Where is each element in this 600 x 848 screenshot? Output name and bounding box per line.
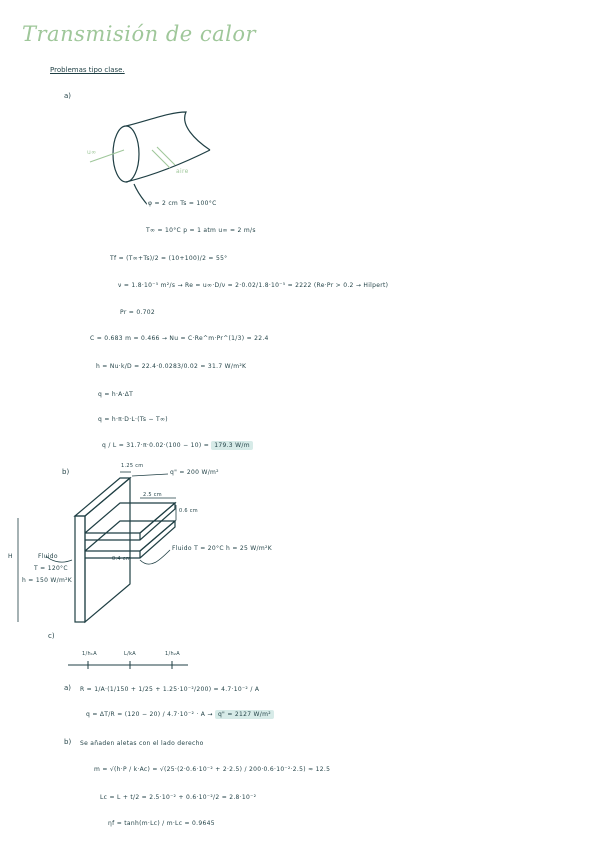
fluid-left-h: h = 150 W/m²K (22, 577, 73, 584)
gap-label: 0.4 cm (112, 556, 131, 562)
airflow-arrows (90, 147, 175, 168)
resistance-1: 1/h₁A (82, 651, 97, 657)
flux-label: q" = 200 W/m² (170, 469, 219, 476)
line-q-prefix: q = ΔT/R = (120 − 20) / 4.7·10⁻² · A → (86, 711, 213, 718)
problem-c-label: c) (48, 632, 55, 640)
eq-c: C = 0.683 m = 0.466 → Nu = C·Re^m·Pr^(1/3) = 22.4 (90, 335, 269, 342)
eq-q3-result: 179.3 W/m (211, 441, 253, 450)
eq-q3 (102, 442, 253, 449)
fluid-left-temp: T = 120°C (34, 565, 68, 572)
given-2: T∞ = 10°C p = 1 atm u∞ = 2 m/s (146, 227, 256, 234)
problem-b-label: b) (62, 468, 70, 476)
resistance-diagram (68, 661, 188, 669)
height-label: H (8, 553, 13, 560)
line-q-result: q" = 2127 W/m² (215, 710, 274, 719)
line-eta: ηf = tanh(m·Lc) / m·Lc = 0.9645 (108, 820, 215, 827)
line-m: m = √(h·P / k·Ac) = √(25·(2·0.6·10⁻² + 2·2.5) / 200·0.6·10⁻²·2.5) ≈ 12.5 (94, 766, 331, 773)
line-q (86, 711, 274, 718)
width-label: 2.5 cm (143, 492, 162, 498)
given-1: φ = 2 cm Ts = 100°C (148, 200, 217, 207)
eq-h: h = Nu·k/D = 22.4·0.0283/0.02 = 31.7 W/m²K (96, 363, 247, 370)
page-title: Transmisión de calor (22, 22, 257, 46)
eq-tf: Tf = (T∞+Ts)/2 = (10+100)/2 = 55° (110, 255, 228, 262)
fluid-right-label: Fluido T = 20°C h = 25 W/m²K (172, 545, 272, 552)
thickness-label: 1.25 cm (121, 463, 144, 469)
section-heading: Problemas tipo clase. (50, 66, 125, 74)
line-b-label: b) (64, 738, 72, 746)
line-b: Se añaden aletas con el lado derecho (80, 740, 204, 747)
line-a: R = 1/A·(1/150 + 1/25 + 1.25·10⁻²/200) = 4.7·10⁻² / A (80, 686, 260, 693)
resistance-2: L/kA (124, 651, 136, 657)
eq-q3-prefix: q / L = 31.7·π·0.02·(100 − 10) = (102, 442, 210, 449)
air-label: aire (176, 168, 189, 175)
eq-pr: Pr = 0.702 (120, 309, 155, 316)
flow-label: u∞ (87, 149, 97, 156)
depth-label: 0.6 cm (179, 508, 198, 514)
problem-a-label: a) (64, 92, 72, 100)
eq-re: ν = 1.8·10⁻⁵ m²/s → Re = u∞·D/ν = 2·0.02/1.8·10⁻⁵ = 2222 (Re·Pr > 0.2 → Hilpert) (118, 282, 389, 289)
plate-figure (75, 478, 175, 622)
eq-q2: q = h·π·D·L·(Ts − T∞) (98, 416, 168, 423)
fluid-left-label: Fluido (38, 553, 58, 560)
line-a-label: a) (64, 684, 72, 692)
resistance-3: 1/h₂A (165, 651, 180, 657)
eq-q1: q = h·A·ΔT (98, 391, 134, 398)
cylinder-figure (113, 112, 210, 204)
line-lc: Lc = L + t/2 = 2.5·10⁻² + 0.6·10⁻²/2 = 2.8·10⁻² (100, 794, 257, 801)
